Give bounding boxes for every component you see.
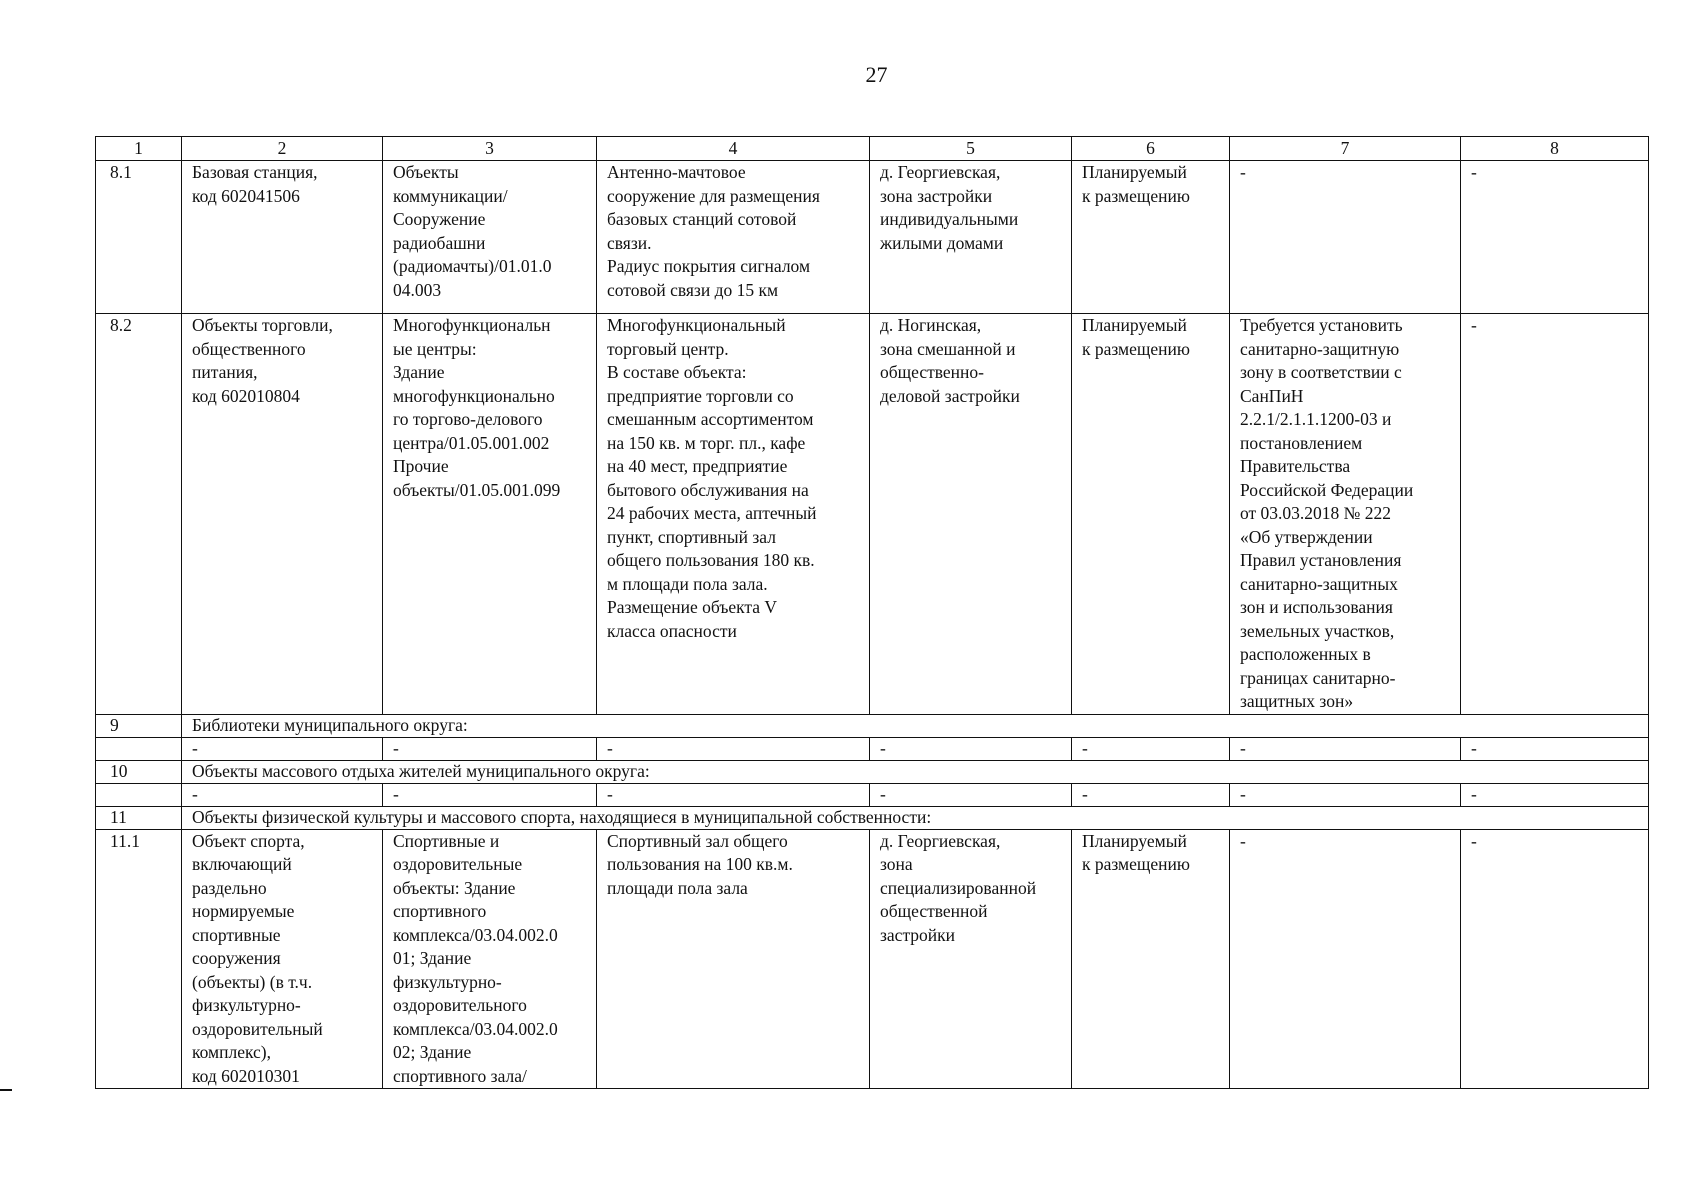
table-cell: - xyxy=(182,783,383,806)
table-cell: Многофункциональный торговый центр. В составе объекта: предприятие торговли со смешанным ассортиментом на 150 кв. м торг. пл., кафе на 40 мест, предприятие бытового обслуживания на 24 рабочих места, аптечный пункт, спортивный зал общего пользования 180 кв. м площади пола зала. Размещение объекта V класса опасности xyxy=(597,314,870,715)
table-cell: - xyxy=(1461,783,1649,806)
table-cell: - xyxy=(1072,783,1230,806)
page-number: 27 xyxy=(865,62,888,87)
table-cell: д. Ногинская, зона смешанной и общественно- деловой застройки xyxy=(870,314,1072,715)
table-cell: - xyxy=(383,737,597,760)
table-cell: Объекты торговли, общественного питания, код 602010804 xyxy=(182,314,383,715)
table-row xyxy=(96,829,1649,1089)
column-header: 3 xyxy=(383,137,597,161)
table-cell: д. Георгиевская, зона специализированной общественной застройки xyxy=(870,829,1072,1089)
table-cell: - xyxy=(383,783,597,806)
margin-mark xyxy=(0,1089,12,1091)
section-number: 10 xyxy=(96,760,182,783)
table-cell: Планируемый к размещению xyxy=(1072,314,1230,715)
column-header: 7 xyxy=(1230,137,1461,161)
table-cell: Требуется установить санитарно-защитную зону в соответствии с СанПиН 2.2.1/2.1.1.1200-03 и постановлением Правительства Российской Федерации от 03.03.2018 № 222 «Об утверждении Правил установления санитарно-защитных зон и использования земельных участков, расположенных в границах санитарно- защитных зон» xyxy=(1230,314,1461,715)
table-cell: - xyxy=(870,783,1072,806)
table-cell: - xyxy=(1230,737,1461,760)
table-cell: - xyxy=(1461,737,1649,760)
empty-entry-row xyxy=(96,783,1649,806)
table-cell xyxy=(96,737,182,760)
table-row xyxy=(96,314,1649,715)
table-cell: - xyxy=(1230,829,1461,1089)
table-cell: - xyxy=(597,737,870,760)
column-header: 6 xyxy=(1072,137,1230,161)
column-header: 1 xyxy=(96,137,182,161)
column-header: 4 xyxy=(597,137,870,161)
table-cell: Планируемый к размещению xyxy=(1072,161,1230,314)
table-row xyxy=(96,161,1649,314)
section-number: 9 xyxy=(96,714,182,737)
row-number-cell: 8.1 xyxy=(96,161,182,314)
table-cell: - xyxy=(597,783,870,806)
row-number-cell: 8.2 xyxy=(96,314,182,715)
table-cell: - xyxy=(1461,161,1649,314)
row-number-cell: 11.1 xyxy=(96,829,182,1089)
table-cell: Базовая станция, код 602041506 xyxy=(182,161,383,314)
table-cell: - xyxy=(1461,314,1649,715)
document-table xyxy=(95,136,1649,1089)
section-title: Библиотеки муниципального округа: xyxy=(182,714,1649,737)
table-cell: Спортивные и оздоровительные объекты: Здание спортивного комплекса/03.04.002.0 01; Здание физкультурно- оздоровительного комплекса/03.04.002.0 02; Здание спортивного зала/ xyxy=(383,829,597,1089)
table-cell: - xyxy=(182,737,383,760)
table-body xyxy=(96,137,1649,1089)
table-cell xyxy=(96,783,182,806)
column-header: 8 xyxy=(1461,137,1649,161)
table-cell: Спортивный зал общего пользования на 100 кв.м. площади пола зала xyxy=(597,829,870,1089)
section-title: Объекты массового отдыха жителей муниципального округа: xyxy=(182,760,1649,783)
table-cell: - xyxy=(1230,161,1461,314)
table-cell: д. Георгиевская, зона застройки индивидуальными жилыми домами xyxy=(870,161,1072,314)
empty-entry-row xyxy=(96,737,1649,760)
table-cell: - xyxy=(1072,737,1230,760)
table-cell: Антенно-мачтовое сооружение для размещения базовых станций сотовой связи. Радиус покрытия сигналом сотовой связи до 15 км xyxy=(597,161,870,314)
table-cell: Объект спорта, включающий раздельно нормируемые спортивные сооружения (объекты) (в т.ч. физкультурно- оздоровительный комплекс), код 602010301 xyxy=(182,829,383,1089)
table-cell: - xyxy=(870,737,1072,760)
column-header: 2 xyxy=(182,137,383,161)
column-header-row xyxy=(96,137,1649,161)
table-cell: Объекты коммуникации/ Сооружение радиобашни (радиомачты)/01.01.0 04.003 xyxy=(383,161,597,314)
section-heading-row xyxy=(96,806,1649,829)
section-heading-row xyxy=(96,760,1649,783)
section-title: Объекты физической культуры и массового спорта, находящиеся в муниципальной собственности: xyxy=(182,806,1649,829)
table-cell: Планируемый к размещению xyxy=(1072,829,1230,1089)
table-cell: - xyxy=(1461,829,1649,1089)
section-number: 11 xyxy=(96,806,182,829)
section-heading-row xyxy=(96,714,1649,737)
table-cell: Многофункциональн ые центры: Здание многофункционально го торгово-делового центра/01.05.001.002 Прочие объекты/01.05.001.099 xyxy=(383,314,597,715)
column-header: 5 xyxy=(870,137,1072,161)
table-cell: - xyxy=(1230,783,1461,806)
